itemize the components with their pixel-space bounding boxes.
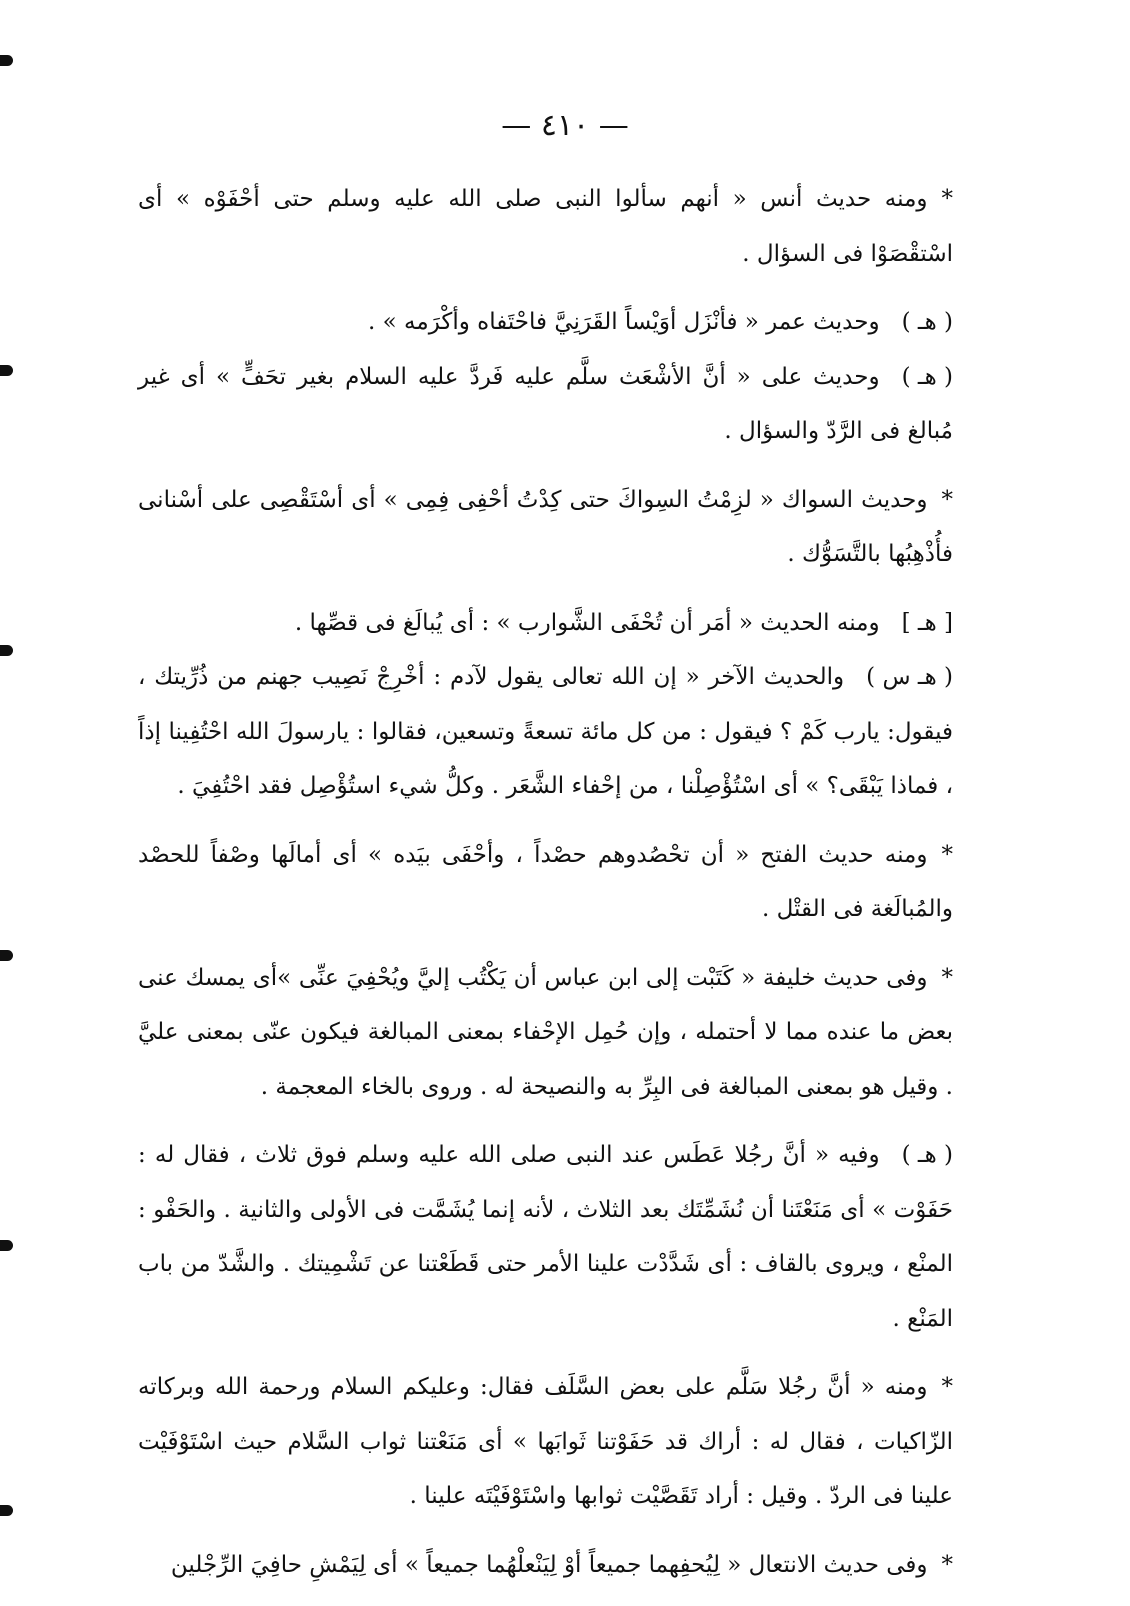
asterisk-marker: * [941, 1374, 953, 1400]
asterisk-marker: * [941, 486, 953, 513]
paragraph [138, 650, 953, 814]
page-number: — ٤١٠ — [501, 108, 629, 143]
paragraph [138, 1128, 953, 1346]
asterisk-marker: * [941, 1551, 953, 1578]
paragraph [138, 1360, 953, 1524]
main-text [138, 172, 953, 1606]
paragraph-text: والحديث الآخر « إن الله تعالى يقول لآدم : أخْرِجْ نَصِيب جهنم من ذُرِّيتك ، فيقول: يارب كَمْ ؟ فيقول : من كل مائة تسعةً وتسعين، فقالوا : يارسولَ الله احْتُفِينا إذاً ، فماذا يَبْقَى؟ » أى اسْتُؤْصِلْنا ، من إحْفاء الشَّعَر . وكلُّ شيء استُؤْصِل فقد احْتُفِيَ . [138, 664, 953, 799]
scan-edge-mark [0, 1505, 13, 1516]
source-reference: [ هـ ] [901, 609, 953, 636]
paragraph-text: ومنه « أنَّ رجُلا سَلَّم على بعض السَّلَف فقال: وعليكم السلام ورحمة الله وبركاته الزّاكيات ، فقال له : أراك قد حَفَوْتنا ثَوابَها » أى مَنَعْتنا ثواب السَّلام حيث اسْتَوْفَيْت علينا فى الردّ . وقيل : أراد تَقَصَّيْت ثوابها واسْتَوْفَيْتَه علينا . [138, 1374, 953, 1509]
paragraph [138, 473, 953, 582]
source-reference: ( هـ س ) [866, 664, 953, 690]
paragraph [138, 295, 953, 350]
paragraph-text: ومنه الحديث « أمَر أن تُحْفَى الشَّوارب » : أى يُبالَغ فى قصِّها . [294, 609, 880, 636]
source-reference: ( هـ ) [901, 309, 953, 335]
paragraph [138, 172, 953, 281]
asterisk-marker: * [941, 841, 953, 868]
paragraph [138, 596, 953, 651]
scan-edge-mark [0, 950, 13, 961]
scan-edge-mark [0, 1240, 13, 1251]
paragraph-text: وحديث على « أنَّ الأشْعَث سلَّم عليه فَردَّ عليه السلام بغير تحَفٍّ » أى غير مُبالغ فى الرَّدّ والسؤال . [138, 363, 953, 444]
scan-edge-mark [0, 55, 13, 66]
paragraph-text: وحديث عمر « فأنْزَل أوَيْساً القَرَنِيَّ فاحْتَفاه وأكْرَمه » . [368, 309, 880, 335]
asterisk-marker: * [941, 186, 953, 212]
paragraph-text: وفى حديث خليفة « كَتَبْت إلى ابن عباس أن يَكْتُب إليَّ ويُحْفِيَ عنِّى »أى يمسك عنى بعض ما عنده مما لا أحتمله ، وإن حُمِل الإحْفاء بمعنى المبالغة فيكون عنّى بمعنى عليَّ . وقيل هو بمعنى المبالغة فى البِرِّ به والنصيحة له . وروى بالخاء المعجمة . [138, 964, 953, 1100]
scan-edge-mark [0, 365, 13, 376]
paragraph-text: وفيه « أنَّ رجُلا عَطَس عند النبى صلى الله عليه وسلم فوق ثلاث ، فقال له : حَفَوْت » أى مَنَعْتَنا أن نُشَمِّتَك بعد الثلاث ، لأنه إنما يُشَمَّت فى الأولى والثانية . والحَفْو : المنْع ، ويروى بالقاف : أى شَدَّدْت علينا الأمر حتى قَطَعْتنا عن تَشْمِيتك . والشَّدّ من باب المَنْع . [138, 1142, 953, 1332]
paragraph [138, 350, 953, 459]
source-reference: ( هـ ) [901, 1142, 953, 1168]
paragraph [138, 1538, 953, 1593]
paragraph-text: ومنه حديث الفتح « أن تحْصُدوهم حصْداً ، وأحْفَى بيَده » أى أمالَها وصْفاً للحصْد والمُبالَغة فى القتْل . [138, 841, 953, 922]
paragraph [138, 951, 953, 1115]
paragraph-text: ومنه حديث أنس « أنهم سألوا النبى صلى الله عليه وسلم حتى أحْفَوْه » أى اسْتقْصَوْا فى السؤال . [138, 186, 953, 267]
paragraph-text: وحديث السواك « لزِمْتُ السِواكَ حتى كِدْتُ أحْفِى فِمِى » أى أسْتَقْصِى على أسْنانى فأُذْهِبُها بالتَّسَوُّك . [138, 486, 953, 567]
source-reference: ( هـ ) [901, 363, 953, 390]
paragraph-text: وفى حديث الانتعال « لِيُحفِهما جميعاً أوْ لِيَنْعلْهُما جميعاً » أى لِيَمْشِ حافِيَ الرِّجْلين [170, 1551, 928, 1578]
asterisk-marker: * [941, 964, 953, 991]
paragraph [138, 828, 953, 937]
scan-edge-mark [0, 645, 13, 656]
